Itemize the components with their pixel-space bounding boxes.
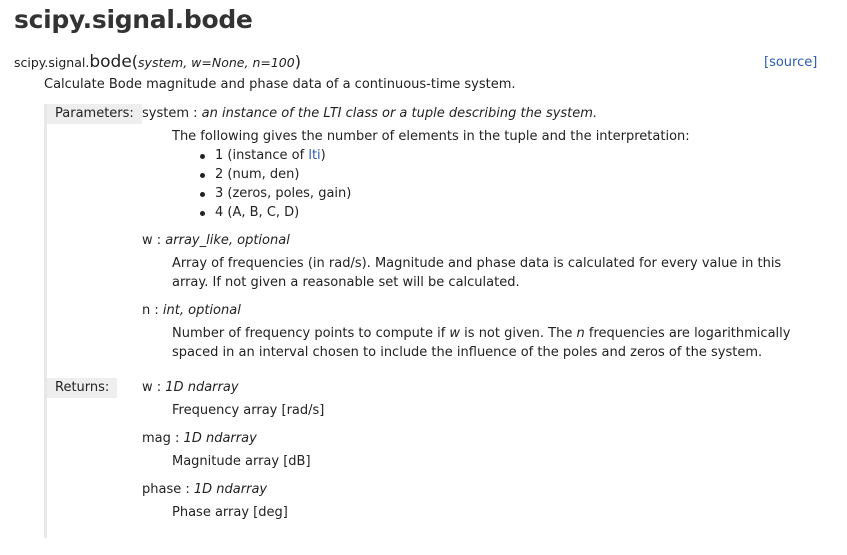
list-item <box>200 203 351 222</box>
param-w-head <box>142 233 290 248</box>
desc-var-n: n <box>576 326 585 341</box>
desc-text: frequencies are logarithmically spaced in an interval chosen to include the influence of the poles and zeros of the system. <box>172 326 791 360</box>
lti-link[interactable]: lti <box>308 148 321 163</box>
list-item-text: 4 (A, B, C, D) <box>215 205 300 220</box>
param-n-head <box>142 303 241 318</box>
list-item-text: 3 (zeros, poles, gain) <box>215 186 352 201</box>
return-separator: : <box>152 380 166 395</box>
return-name: w <box>142 380 153 395</box>
list-item-text: 1 (instance of <box>215 148 309 163</box>
bullet-icon <box>200 173 205 178</box>
param-type: an instance of the LTI class or a tuple describing the system. <box>201 106 598 121</box>
return-w-desc: Frequency array [rad/s] <box>172 403 325 418</box>
param-type: int, optional <box>162 303 241 318</box>
list-item <box>200 184 351 203</box>
list-item-text: ) <box>320 148 326 163</box>
return-name: phase <box>142 482 182 497</box>
param-name: w <box>142 233 153 248</box>
parameters-label: Parameters: <box>47 104 142 124</box>
return-w-head <box>142 380 239 395</box>
return-separator: : <box>170 431 184 446</box>
return-name: mag <box>142 431 171 446</box>
param-name: system <box>142 106 189 121</box>
param-separator: : <box>189 106 202 121</box>
returns-label: Returns: <box>47 378 117 398</box>
return-type: 1D ndarray <box>165 380 239 395</box>
param-n-desc <box>172 324 812 362</box>
page-title: scipy.signal.bode <box>14 5 253 34</box>
bullet-icon <box>200 211 205 216</box>
desc-var-w: w <box>449 326 461 341</box>
list-item-text: 2 (num, den) <box>215 167 300 182</box>
signature-close-paren: ) <box>294 52 301 71</box>
signature-name: bode <box>89 52 132 72</box>
list-item <box>200 165 351 184</box>
signature-open-paren: ( <box>131 52 139 71</box>
function-description: Calculate Bode magnitude and phase data of a continuous-time system. <box>44 77 516 92</box>
return-phase-head <box>142 482 267 497</box>
signature-params: system, w=None, n=100 <box>138 55 295 70</box>
signature-module: scipy.signal. <box>14 55 90 70</box>
list-item <box>200 146 351 165</box>
field-list-bar <box>44 104 47 538</box>
function-signature <box>14 52 301 72</box>
return-phase-desc: Phase array [deg] <box>172 505 288 520</box>
return-type: 1D ndarray <box>183 431 257 446</box>
bullet-icon <box>200 192 205 197</box>
param-name: n <box>142 303 151 318</box>
return-mag-head <box>142 431 257 446</box>
return-separator: : <box>181 482 194 497</box>
param-system-head <box>142 106 597 121</box>
return-mag-desc: Magnitude array [dB] <box>172 454 311 469</box>
desc-text: is not given. The <box>460 326 577 341</box>
desc-text: Number of frequency points to compute if <box>172 326 450 341</box>
param-separator: : <box>150 303 163 318</box>
bullet-icon <box>200 154 205 159</box>
system-tuple-list <box>200 146 351 222</box>
source-link[interactable]: [source] <box>764 55 818 70</box>
param-system-desc: The following gives the number of elements in the tuple and the interpretation: <box>172 129 690 144</box>
param-type: array_like, optional <box>165 233 290 248</box>
param-separator: : <box>152 233 166 248</box>
param-w-desc: Array of frequencies (in rad/s). Magnitude and phase data is calculated for every value in this array. If not given a reasonable set will be calculated. <box>172 256 782 290</box>
return-type: 1D ndarray <box>193 482 268 497</box>
